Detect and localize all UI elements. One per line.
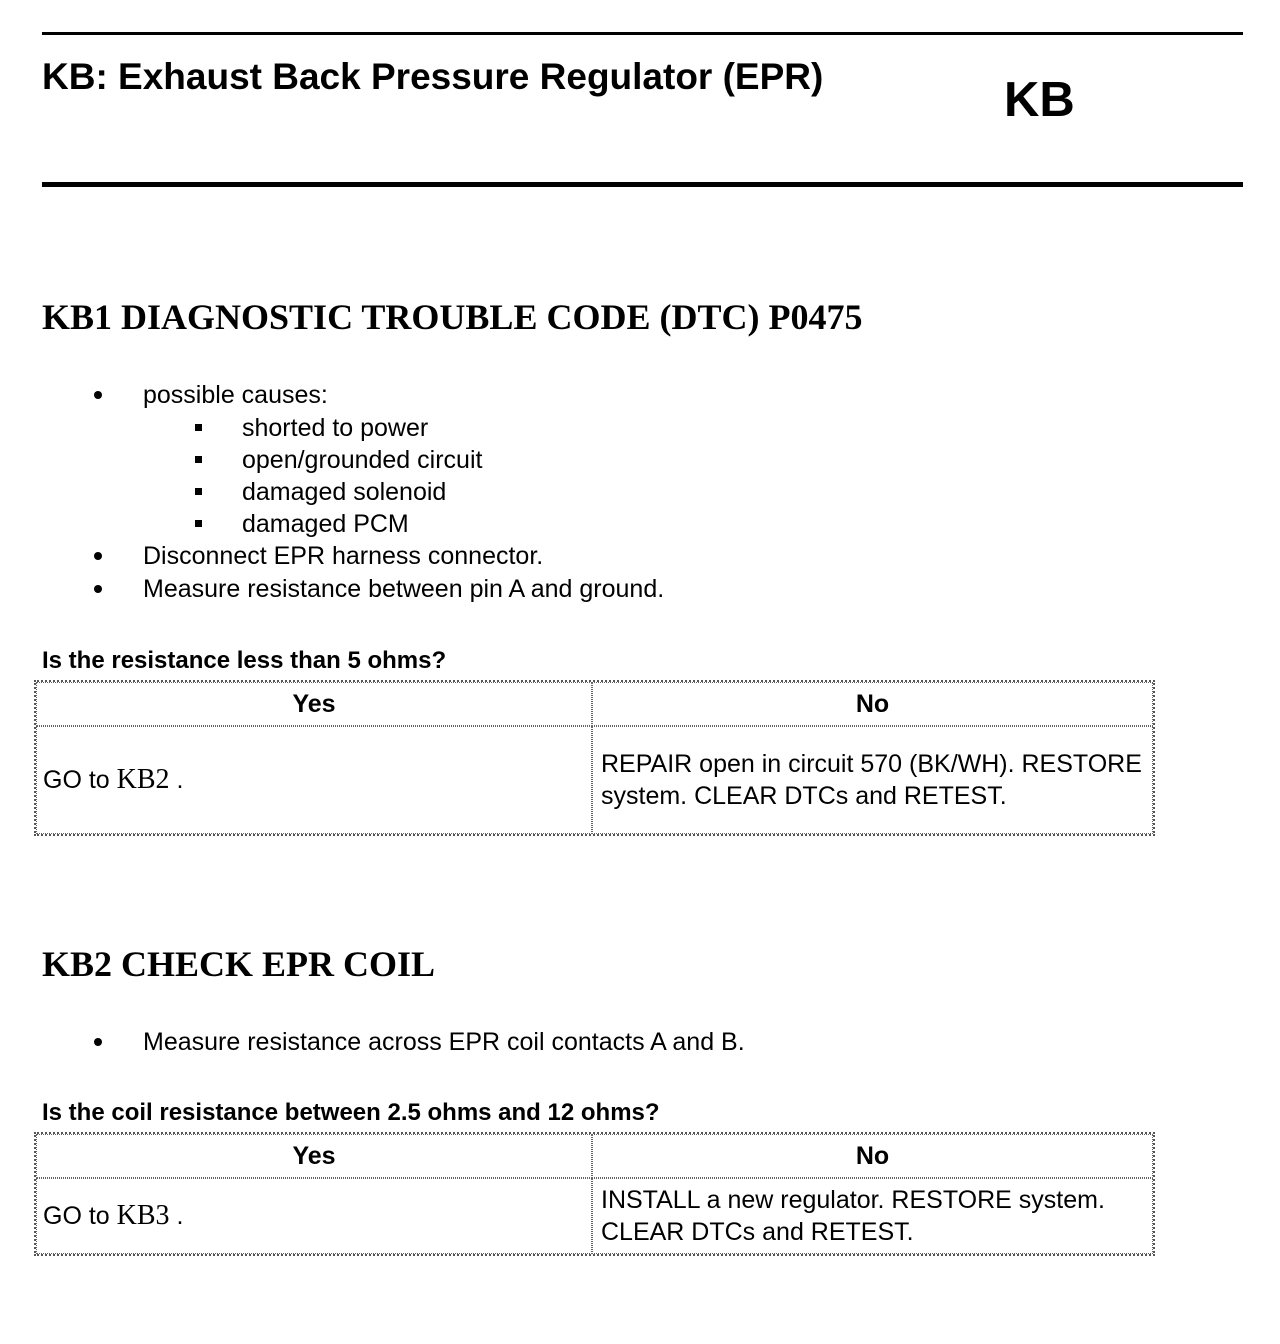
bullet-icon [94, 1038, 102, 1046]
bullet-text: Measure resistance between pin A and ground. [143, 575, 665, 603]
possible-causes-list [143, 412, 664, 540]
no-column-header: No [592, 682, 1153, 726]
bullet-text: Measure resistance across EPR coil contacts A and B. [143, 1028, 745, 1056]
table-row [36, 726, 1153, 834]
kb2-question: Is the coil resistance between 2.5 ohms and 12 ohms? [42, 1099, 660, 1126]
no-column-header: No [592, 1134, 1153, 1178]
document-title: KB: Exhaust Back Pressure Regulator (EPR) [42, 56, 824, 97]
list-item [143, 508, 664, 540]
list-item [143, 444, 664, 476]
yes-action-cell [36, 1178, 592, 1254]
bullet-icon [94, 585, 102, 593]
list-item [143, 476, 664, 508]
square-bullet-icon [195, 488, 202, 495]
goto-suffix: . [176, 766, 184, 794]
bullet-icon [94, 552, 102, 560]
document-code: KB [1004, 73, 1075, 127]
bullet-icon [94, 391, 102, 399]
kb1-decision-table [34, 680, 1155, 836]
kb1-question: Is the resistance less than 5 ohms? [42, 647, 447, 674]
goto-kb3-link[interactable]: KB3 [116, 1200, 170, 1231]
cause-text: shorted to power [242, 414, 429, 442]
no-action-cell: INSTALL a new regulator. RESTORE system. CLEAR DTCs and RETEST. [592, 1178, 1153, 1254]
table-row [36, 1178, 1153, 1254]
table-header-row [36, 1134, 1153, 1178]
kb2-decision-table [34, 1132, 1155, 1256]
cause-text: open/grounded circuit [242, 446, 483, 474]
yes-column-header: Yes [36, 682, 592, 726]
goto-prefix: GO to [43, 1202, 110, 1230]
square-bullet-icon [195, 456, 202, 463]
kb2-step-list [0, 1026, 745, 1059]
header-bottom-rule [42, 182, 1243, 187]
cause-text: damaged PCM [242, 510, 409, 538]
list-item [0, 540, 664, 573]
section-heading-kb2: KB2 CHECK EPR COIL [42, 944, 436, 984]
header-top-rule [42, 32, 1243, 35]
yes-column-header: Yes [36, 1134, 592, 1178]
list-item [0, 379, 664, 540]
table-header-row [36, 682, 1153, 726]
section-heading-kb1: KB1 DIAGNOSTIC TROUBLE CODE (DTC) P0475 [42, 297, 863, 337]
list-item [0, 573, 664, 606]
list-item [0, 1026, 745, 1059]
list-item [143, 412, 664, 444]
goto-prefix: GO to [43, 766, 110, 794]
kb1-step-list [0, 379, 664, 606]
square-bullet-icon [195, 520, 202, 527]
square-bullet-icon [195, 424, 202, 431]
no-action-cell: REPAIR open in circuit 570 (BK/WH). RESTORE system. CLEAR DTCs and RETEST. [592, 726, 1153, 834]
goto-kb2-link[interactable]: KB2 [116, 764, 170, 795]
goto-suffix: . [176, 1202, 184, 1230]
cause-text: damaged solenoid [242, 478, 447, 506]
bullet-text: possible causes: [143, 381, 328, 409]
yes-action-cell [36, 726, 592, 834]
bullet-text: Disconnect EPR harness connector. [143, 542, 544, 570]
